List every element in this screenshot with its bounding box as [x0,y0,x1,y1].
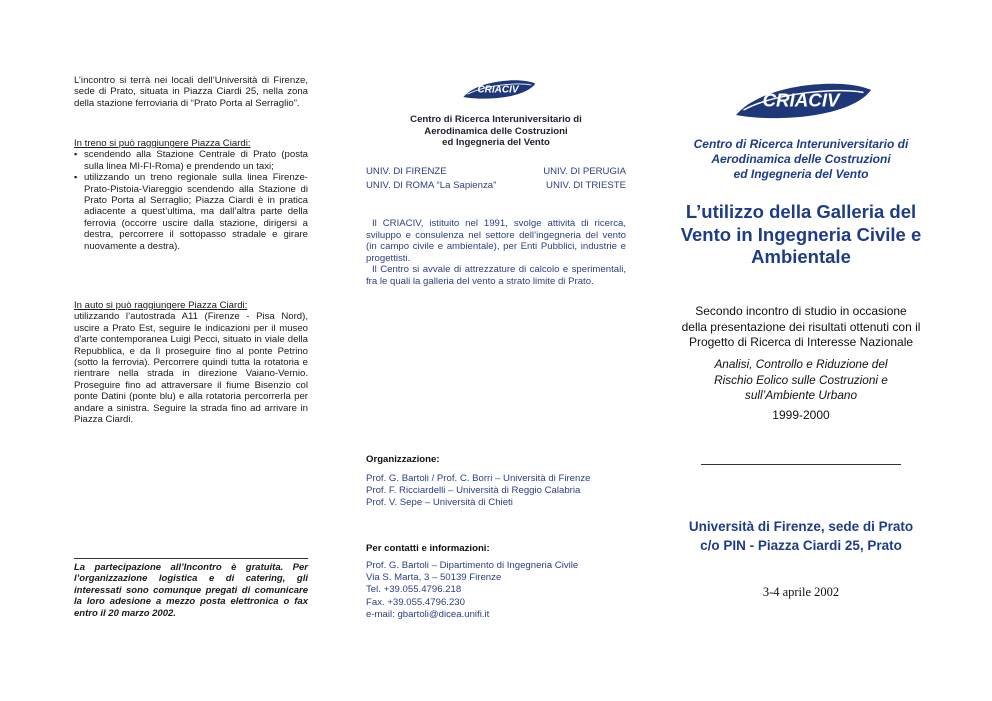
contact-email: e-mail: gbartoli@dicea.unifi.it [366,608,490,620]
organization-list [366,473,590,510]
organizer: Prof. F. Ricciardelli – Università di Reggio Calabria [366,485,581,497]
center-name [366,114,626,149]
center-name-cover [662,137,940,182]
event-date: 3-4 aprile 2002 [762,585,840,599]
contact-fax: Fax. +39.055.4796.230 [366,596,465,608]
event-title [662,201,940,269]
car-section [74,300,308,425]
project-years: 1999-2000 [772,408,830,422]
university-name: UNIV. DI PERUGIA [543,166,626,177]
title-line: Ambientale [751,246,851,267]
train-section [74,138,308,252]
logo-text: CRIACIV [762,89,840,111]
about-text [366,218,626,288]
contact-address: Via S. Marta, 3 – 50139 Firenze [366,572,502,584]
contact-line: Prof. G. Bartoli – Dipartimento di Ingegneria Civile [366,560,579,571]
title-line: L’utilizzo della Galleria del [685,201,917,222]
center-name-line: Centro di Ricerca Interuniversitario di [410,114,582,125]
event-description [662,304,940,351]
car-directions: utilizzando l’autostrada A11 (Firenze - Pisa Nord), uscire a Prato Est, seguire le indicazioni per il museo d'arte contemporanea Luigi Pecci, situato in viale della Repubblica, e da lì proseguire fino al ponte Petrino (sotto la ferrovia). Percorrere quindi tutta la rotatoria e rientrare nella strada in direzione Vaiano-Vernio. Proseguire fino ad attraversare il fiume Bisenzio col ponte Datini (ponte blu) e alla rotatoria percorrerla per andare a sinistra. Seguire la strada fino ad arrivare in Piazza Ciardi. [74,311,308,426]
university-name: UNIV. DI TRIESTE [546,179,626,191]
logo-text: CRIACIV [477,84,519,96]
contacts-block [366,560,578,621]
center-name-line: Aerodinamica delle Costruzioni [424,125,568,137]
contacts-heading: Per contatti e informazioni: [366,543,490,554]
center-name-line: ed Ingegneria del Vento [733,167,869,181]
about-paragraph: Il CRIACIV, istituito nel 1991, svolge attività di ricerca, sviluppo e consulenza nel settore dell’ingegneria del vento (in campo civile e ambientale), per Enti Pubblici, industrie e progettisti. [366,218,626,264]
list-item: ▪ scendendo alla Stazione Centrale di Prato (posta sulla linea MI-FI-Roma) e prendendo un taxi; [74,149,308,172]
university-name: UNIV. DI FIRENZE [366,166,447,177]
criaciv-logo [458,78,538,100]
description-line: della presentazione dei risultati ottenuti con il [681,319,921,334]
contact-phone: Tel. +39.055.4796.218 [366,584,462,596]
center-name-line: Centro di Ricerca Interuniversitario di [693,137,909,151]
title-line: Vento in Ingegneria Civile e [680,223,922,245]
organizer: Prof. V. Sepe – Università di Chieti [366,497,513,509]
university-row [366,179,626,193]
description-line: Secondo incontro di studio in occasione [695,304,907,318]
venue-line: Università di Firenze, sede di Prato [688,519,914,534]
project-title-line: Rischio Eolico sulle Costruzioni e [714,372,888,387]
venue-line: c/o PIN - Piazza Ciardi 25, Prato [700,537,902,553]
about-paragraph: Il Centro si avvale di attrezzature di calcolo e sperimentali, fra le quali la galleria del vento a strato limite di Prato. [366,264,626,287]
participation-note: La partecipazione all’Incontro è gratuita. Per l’organizzazione logistica e di catering, gli interessati sono comunque pregati di comunicare la loro adesione a mezzo posta elettronica o fax entro il 20 marzo 2002. [74,558,308,619]
list-item: ▪ utilizzando un treno regionale sulla linea Firenze-Prato-Pistoia-Viareggio scendendo alla Stazione di Prato Porta al Serraglio; Piazza Ciardi è in pratica adiacente a quest’ultima, ma dall’altra parte della ferrovia (occorre uscire dalla stazione, dirigersi a destra, percorrere il sottopasso stradale e girare nuovamente a destra). [74,172,308,252]
project-title [662,357,940,404]
center-name-line: ed Ingegneria del Vento [442,137,550,149]
university-name: UNIV. DI ROMA “La Sapienza” [366,179,497,191]
venue [662,518,940,555]
train-list [74,149,308,252]
university-row [366,165,626,179]
organizer: Prof. G. Bartoli / Prof. C. Borri – Università di Firenze [366,473,591,484]
universities-list [366,165,626,192]
project-title-line: sull’Ambiente Urbano [744,388,858,402]
intro-paragraph: L’incontro si terrà nei locali dell’Università di Firenze, sede di Prato, situata in Piazza Ciardi 25, nella zona della stazione ferroviaria di “Prato Porta al Serraglio”. [74,75,308,109]
description-line: Progetto di Ricerca di Interesse Nazionale [688,335,914,349]
center-name-line: Aerodinamica delle Costruzioni [711,152,891,166]
organization-heading: Organizzazione: [366,454,440,465]
train-heading: In treno si può raggiungere Piazza Ciardi: [74,138,251,149]
divider [701,464,901,465]
project-title-line: Analisi, Controllo e Riduzione del [714,357,888,371]
car-heading: In auto si può raggiungere Piazza Ciardi: [74,300,248,311]
criaciv-logo-large [726,80,876,120]
